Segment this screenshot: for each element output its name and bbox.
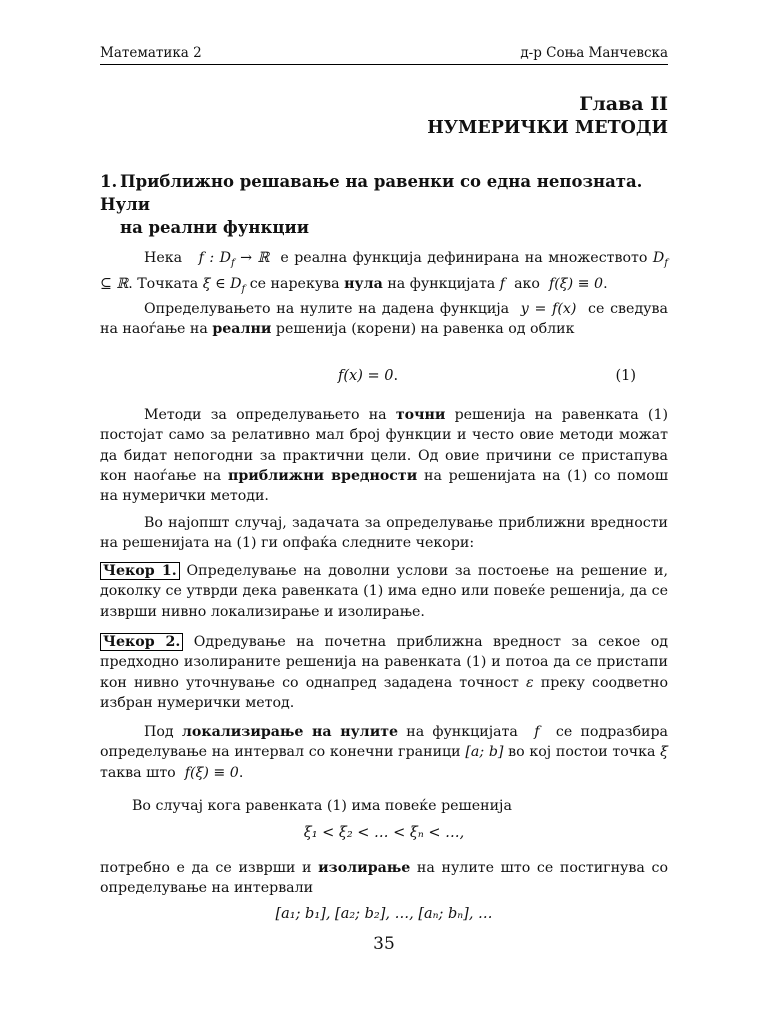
step-1: [100, 561, 668, 622]
math-condition: f(ξ) ≡ 0: [548, 276, 604, 293]
chapter-label: Глава II: [579, 93, 668, 115]
header-course: Математика 2: [100, 45, 202, 61]
step-1-text: Определување на доволни услови за постоење на решение и, доколку се утврди дека равенката (1) има едно или повеќе решенија, да се изврши нивно локализирање и изолирање.: [100, 563, 668, 620]
math-epsilon: ε: [525, 674, 534, 691]
paragraph-multiple: Во случај кога равенката (1) има повеќе решенија: [132, 798, 512, 814]
section-title-line1: Приближно решавање на равенки со една непозната. Нули: [100, 172, 643, 214]
equation-1: f(x) = 0.: [338, 368, 399, 384]
term-zero: нула: [344, 276, 383, 293]
math-function: f : $D_f$ → ℝ: [198, 250, 270, 269]
step-2: Чекор 2. Одредување на почетна приближна вредност за секое од предходно изолираните решенија на равенката (1) и потоа да се пристапи кон нивно уточнување со однапред зададена точност ε преку соодветно избран нумерички метод.: [100, 634, 669, 711]
term-real: реални: [212, 321, 272, 338]
paragraph-methods: Методи за определувањето на точни решенија на равенката (1) постојат само за релативно мал број функции и често овие методи можат да бидат непогодни за практични цели. Од овие причини се пристапува кон наоѓање на приближни вредности на решенијата на (1) со помош на нумерички методи.: [100, 407, 669, 505]
math-y-fx: y = f(x): [520, 301, 577, 317]
term-localization: локализирање на нулите: [181, 724, 399, 740]
equation-intervals: [a₁; b₁], [a₂; b₂], …, [aₙ; bₙ], …: [275, 906, 493, 922]
paragraph-task: Во најопшт случај, задачата за определување приближни вредности на решенијата на (1) ги опфаќа следните чекори:: [100, 515, 668, 552]
math-interval: [a; b]: [465, 744, 504, 761]
math-xi: ξ ∈ $D_f$: [202, 276, 246, 295]
paragraph-determining: Определувањето на нулите на дадена функција y = f(x) се сведува на наоѓање на реални решенија (корени) на равенка од облик: [100, 301, 668, 338]
equation-ordering: ξ₁ < ξ₂ < … < ξₙ < …,: [303, 825, 465, 841]
section-heading: [100, 170, 668, 239]
term-exact: точни: [395, 407, 446, 423]
term-isolation: изолирање: [318, 860, 411, 876]
math-domain: $D_f$ ⊆ ℝ: [100, 250, 668, 293]
section-number: 1.: [100, 172, 118, 191]
chapter-title: НУМЕРИЧКИ МЕТОДИ: [427, 118, 668, 138]
equation-1-label: (1): [615, 368, 636, 384]
header-author: д-р Соња Манчевска: [520, 45, 668, 61]
paragraph-localization: Под локализирање на нулите на функцијата f се подразбира определување на интервал со конечни граници [a; b] во кој постои точка ξ таква што f(ξ) ≡ 0.: [100, 724, 669, 781]
term-approximate: приближни вредности: [227, 467, 418, 484]
step-1-label: Чекор 1.: [100, 562, 180, 580]
chapter-heading: [427, 92, 668, 140]
step-2-label: Чекор 2.: [100, 633, 183, 651]
section-title-line2: на реални функции: [120, 218, 310, 237]
paragraph-isolation: потребно е да се изврши и изолирање на нулите што се постигнува со определување на интервали: [100, 860, 668, 897]
page-number: 35: [373, 934, 395, 954]
paragraph-definition: Нека f : $D_f$ → ℝ е реална функција дефинирана на множеството $D_f$ ⊆ ℝ. Точката ξ ∈ $D_f$ се нарекува нула на функцијата f ако f(ξ) ≡ 0.: [100, 250, 668, 295]
running-header: [100, 45, 668, 65]
